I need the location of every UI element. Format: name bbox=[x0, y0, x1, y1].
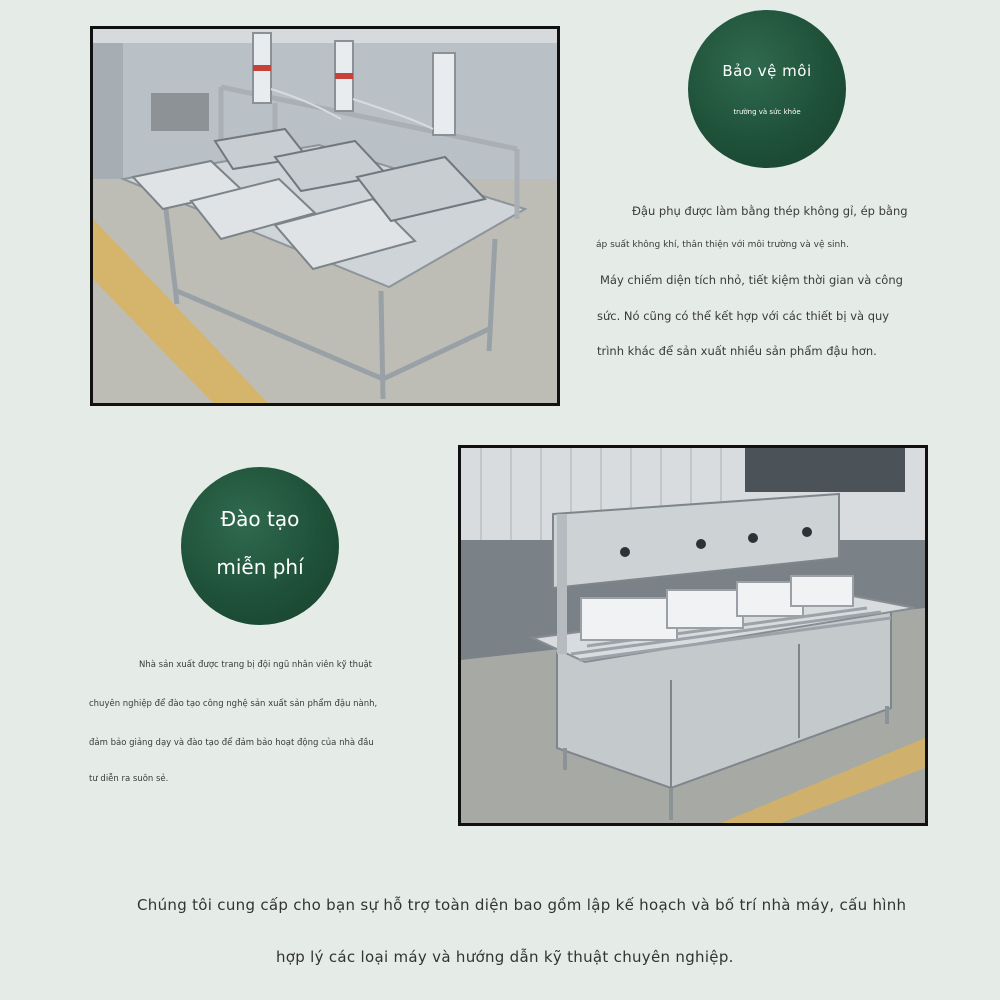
environment-badge-subtitle: trường và sức khỏe bbox=[733, 108, 801, 116]
paragraph-2-line-2: chuyên nghiệp để đào tạo công nghệ sản xuất sản phẩm đậu nành, bbox=[89, 699, 378, 709]
paragraph-2-line-4: tư diễn ra suôn sẻ. bbox=[89, 774, 169, 784]
footer-line-2: hợp lý các loại máy và hướng dẫn kỹ thuật chuyên nghiệp. bbox=[276, 948, 734, 966]
tofu-press-illustration bbox=[93, 29, 557, 403]
training-badge-title: Đào tạo bbox=[220, 507, 300, 531]
paragraph-1-line-4: sức. Nó cũng có thể kết hợp với các thiết bị và quy bbox=[597, 309, 890, 323]
paragraph-2-line-1: Nhà sản xuất được trang bị đội ngũ nhân viên kỹ thuật bbox=[139, 660, 372, 670]
paragraph-1-line-5: trình khác để sản xuất nhiều sản phẩm đậu hơn. bbox=[597, 344, 877, 358]
paragraph-2-line-3: đảm bảo giảng dạy và đào tạo để đảm bảo hoạt động của nhà đầu bbox=[89, 738, 374, 748]
tofu-press-cabinet-photo bbox=[458, 445, 928, 826]
paragraph-1-line-2: áp suất không khí, thân thiện với môi trường và vệ sinh. bbox=[596, 240, 849, 250]
paragraph-1-line-1: Đậu phụ được làm bằng thép không gỉ, ép bằng bbox=[632, 204, 908, 218]
tofu-press-photo bbox=[90, 26, 560, 406]
tofu-press-cabinet-illustration bbox=[461, 448, 925, 823]
environment-badge-title: Bảo vệ môi bbox=[722, 62, 812, 80]
footer-line-1: Chúng tôi cung cấp cho bạn sự hỗ trợ toàn diện bao gồm lập kế hoạch và bố trí nhà máy, cấu hình bbox=[137, 896, 907, 914]
environment-badge bbox=[688, 10, 846, 168]
training-badge bbox=[181, 467, 339, 625]
training-badge-subtitle: miễn phí bbox=[216, 555, 304, 579]
paragraph-1-line-3: Máy chiếm diện tích nhỏ, tiết kiệm thời gian và công bbox=[600, 273, 903, 287]
